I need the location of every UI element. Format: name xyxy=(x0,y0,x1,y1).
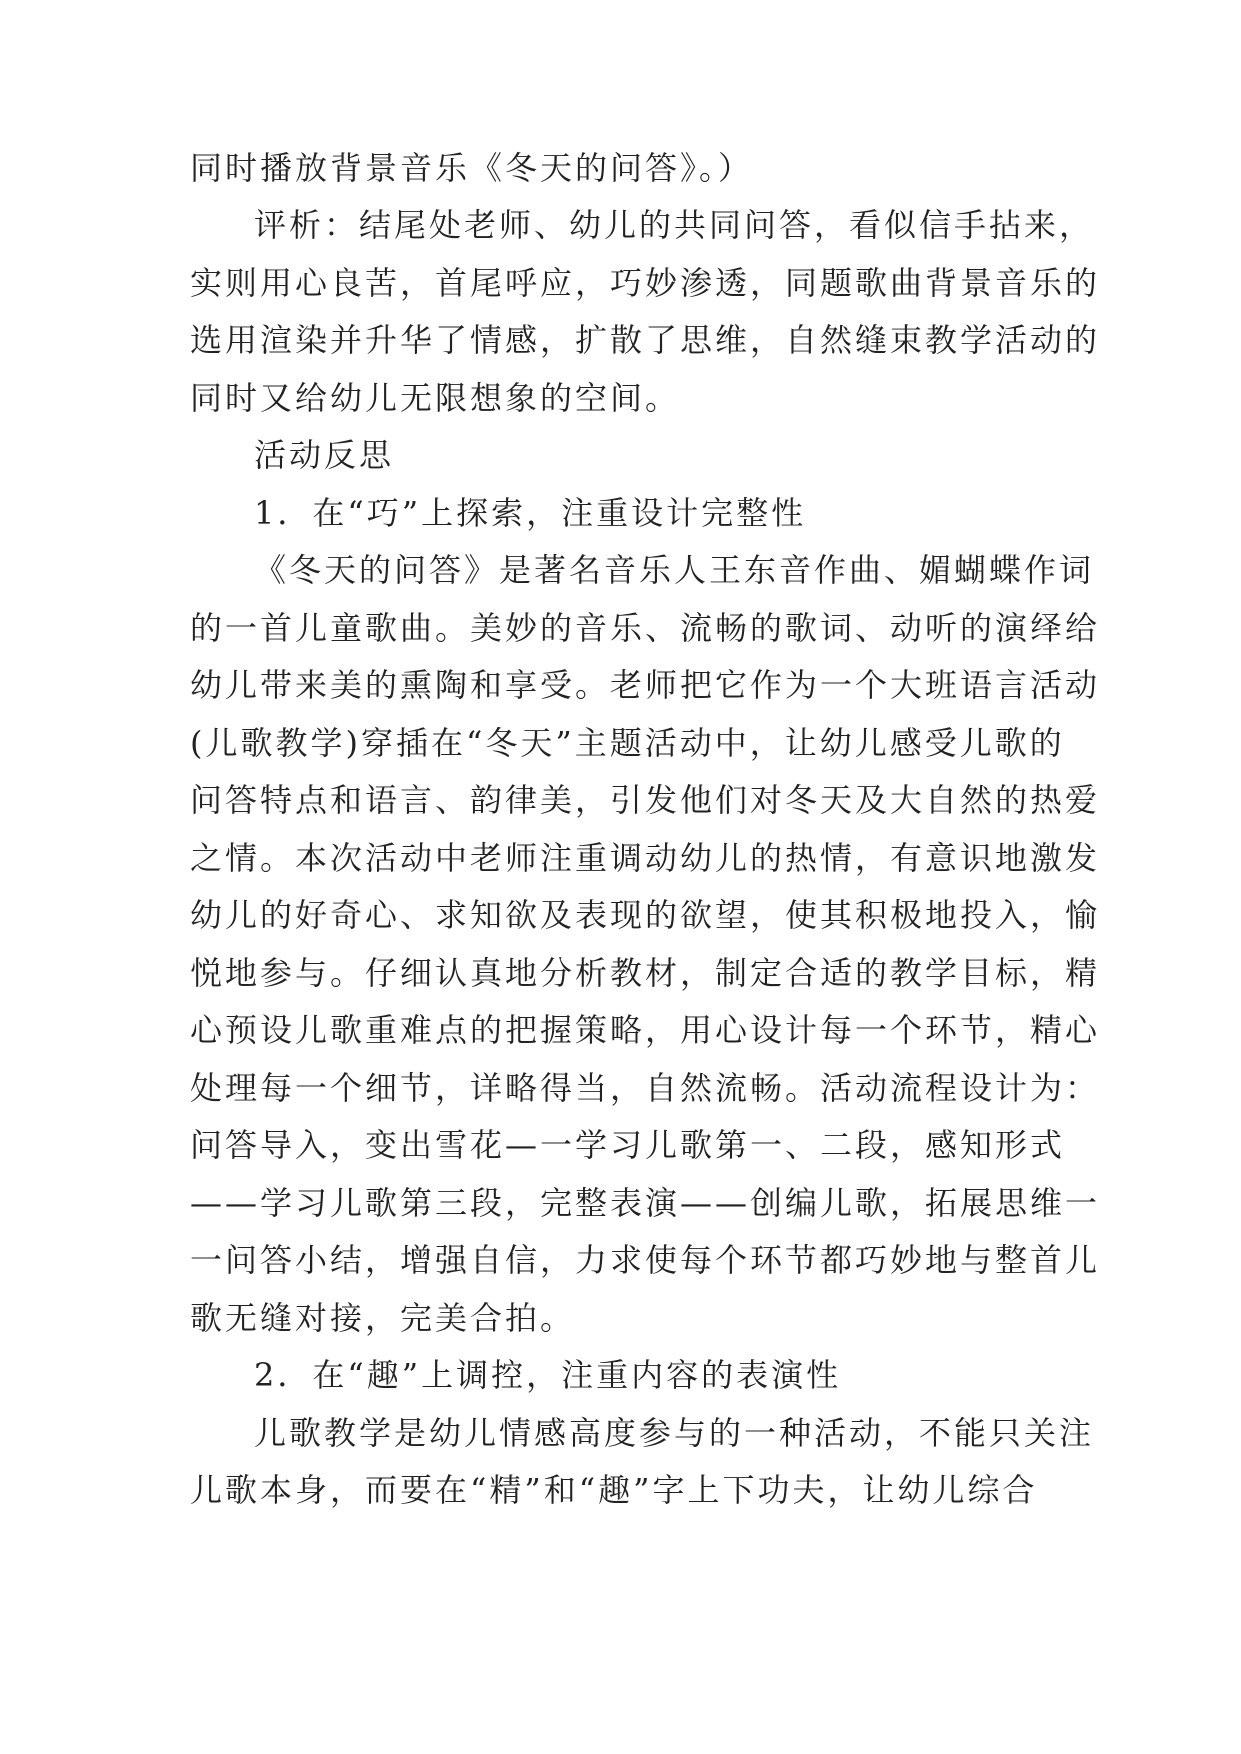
text-line: 幼儿的好奇心、求知欲及表现的欲望，使其积极地投入，愉 xyxy=(190,896,1101,934)
paragraph-commentary: 评析：结尾处老师、幼儿的共同问答，看似信手拈来， xyxy=(254,206,1095,244)
section-heading-reflection: 活动反思 xyxy=(254,436,395,474)
text-line: 同时又给幼儿无限想象的空间。 xyxy=(190,379,681,417)
text-line: 幼儿带来美的熏陶和享受。老师把它作为一个大班语言活动 xyxy=(190,666,1101,704)
text-line: 选用渲染并升华了情感，扩散了思维，自然缝束教学活动的 xyxy=(190,321,1101,359)
text-line: 问答导入，变出雪花—一学习儿歌第一、二段，感知形式 xyxy=(190,1126,1066,1164)
paragraph-1-start: 《冬天的问答》是著名音乐人王东音作曲、媚蝴蝶作词 xyxy=(254,551,1095,589)
text-line: 一问答小结，增强自信，力求使每个环节都巧妙地与整首儿 xyxy=(190,1241,1101,1279)
paragraph-2-start: 儿歌教学是幼儿情感高度参与的一种活动，不能只关注 xyxy=(254,1414,1095,1452)
text-line: ——学习儿歌第三段，完整表演——创编儿歌，拓展思维一 xyxy=(190,1184,1101,1222)
text-line: 同时播放背景音乐《冬天的问答》。） xyxy=(190,149,754,187)
text-line: 悦地参与。仔细认真地分析教材，制定合适的教学目标，精 xyxy=(190,954,1101,992)
text-line: 的一首儿童歌曲。美妙的音乐、流畅的歌词、动听的演绎给 xyxy=(190,609,1101,647)
text-line: 问答特点和语言、韵律美，引发他们对冬天及大自然的热爱 xyxy=(190,781,1101,819)
text-line: 处理每一个细节，详略得当，自然流畅。活动流程设计为： xyxy=(190,1069,1101,1107)
text-line: 心预设儿歌重难点的把握策略，用心设计每一个环节，精心 xyxy=(190,1011,1101,1049)
subheading-1: 1．在“巧”上探索，注重设计完整性 xyxy=(254,494,807,532)
text-line: 实则用心良苦，首尾呼应，巧妙渗透，同题歌曲背景音乐的 xyxy=(190,264,1101,302)
text-line: 之情。本次活动中老师注重调动幼儿的热情，有意识地激发 xyxy=(190,839,1101,877)
text-line: 歌无缝对接，完美合拍。 xyxy=(190,1299,576,1337)
subheading-2: 2．在“趣”上调控，注重内容的表演性 xyxy=(254,1356,842,1394)
text-line: (儿歌教学)穿插在“冬天”主题活动中，让幼儿感受儿歌的 xyxy=(190,724,1065,762)
text-line: 儿歌本身，而要在“精”和“趣”字上下功夫，让幼儿综合 xyxy=(190,1471,1038,1509)
